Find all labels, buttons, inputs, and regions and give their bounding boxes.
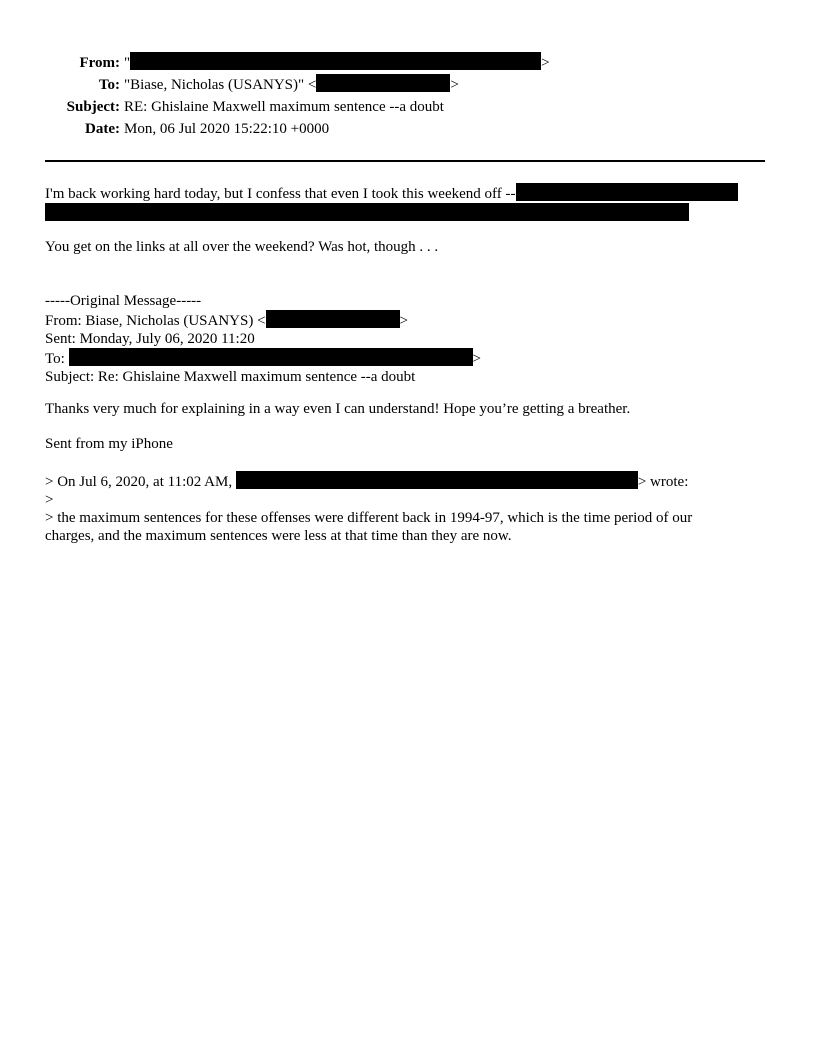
date-value: Mon, 06 Jul 2020 15:22:10 +0000 (124, 121, 330, 137)
quoted-message (45, 471, 773, 545)
quoted-on-line: > On Jul 6, 2020, at 11:02 AM, > wrote: (45, 471, 773, 491)
redaction-block (316, 74, 450, 92)
original-to: To: > (45, 348, 773, 368)
redaction-block (516, 183, 738, 201)
original-thanks: Thanks very much for explaining in a way even I can understand! Hope you’re getting a breather. (45, 401, 631, 417)
to-value: "Biase, Nicholas (USANYS)" < > (124, 74, 459, 96)
original-from: From: Biase, Nicholas (USANYS) < > (45, 310, 773, 330)
reply-paragraph (45, 183, 773, 223)
reply-line-2 (45, 203, 773, 223)
subject-label: Subject: (66, 99, 120, 115)
quoted-text-line-1: > the maximum sentences for these offenses were different back in 1994-97, which is the time period of our (45, 510, 693, 526)
date-label: Date: (85, 121, 120, 137)
reply-paragraph-2: You get on the links at all over the weekend? Was hot, though . . . (45, 239, 439, 255)
to-label: To: (98, 77, 120, 93)
quoted-text-line-2: charges, and the maximum sentences were less at that time than they are now. (45, 528, 512, 544)
reply-line-1: I'm back working hard today, but I confess that even I took this weekend off -- (45, 183, 773, 203)
original-message (45, 292, 773, 386)
from-value: " > (124, 52, 550, 74)
redaction-block (69, 348, 473, 366)
redaction-block (130, 52, 541, 70)
quoted-blank-line: > (45, 492, 54, 508)
subject-value: RE: Ghislaine Maxwell maximum sentence --a doubt (124, 99, 444, 115)
header-divider (45, 160, 765, 162)
original-subject: Subject: Re: Ghislaine Maxwell maximum sentence --a doubt (45, 369, 416, 385)
redaction-block (266, 310, 400, 328)
original-sent: Sent: Monday, July 06, 2020 11:20 (45, 331, 255, 347)
redaction-block (45, 203, 689, 221)
original-divider: -----Original Message----- (45, 293, 202, 309)
from-label: From: (79, 55, 120, 71)
redaction-block (236, 471, 638, 489)
original-signature: Sent from my iPhone (45, 436, 173, 452)
